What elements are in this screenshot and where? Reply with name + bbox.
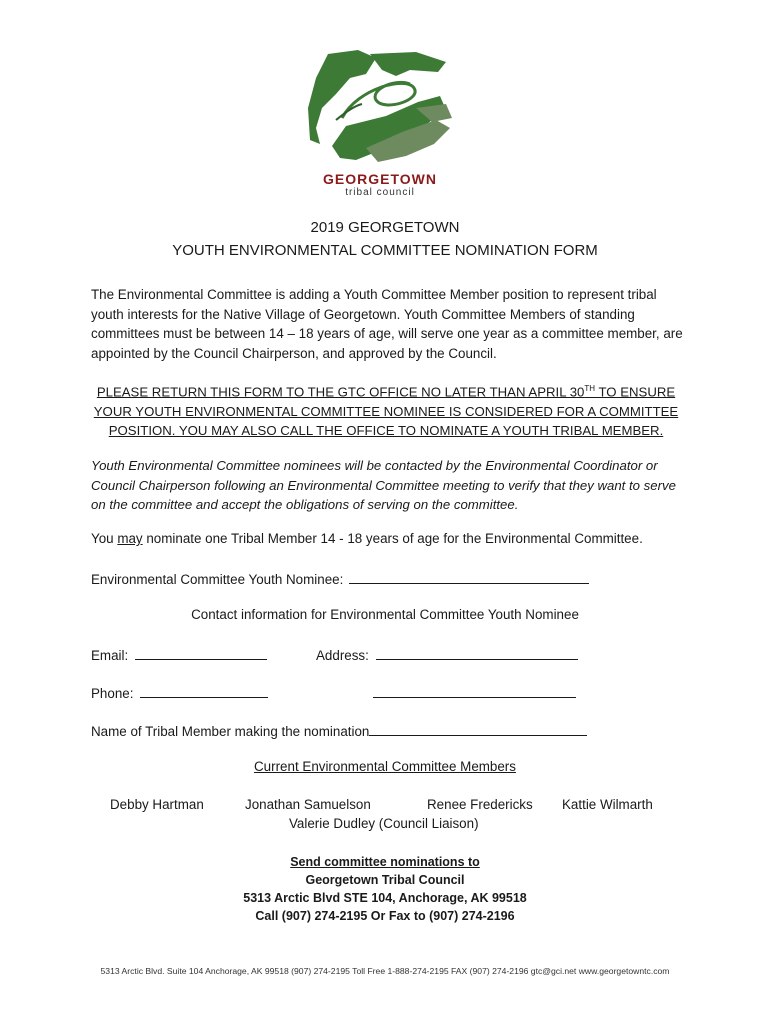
nominator-name-field[interactable] — [369, 721, 587, 736]
form-title-year: 2019 GEORGETOWN — [310, 219, 460, 236]
may-line-before: You — [91, 531, 118, 546]
form-title: YOUTH ENVIRONMENTAL COMMITTEE NOMINATION FORM — [172, 242, 598, 259]
georgetown-logo — [306, 48, 462, 196]
member-name: Debby Hartman — [110, 797, 204, 812]
notice-text-part2: TO ENSURE YOUR YOUTH ENVIRONMENTAL COMMITTEE NOMINEE IS CONSIDERED FOR A COMMITTEE POSITION. YOU MAY ALSO CALL THE OFFICE TO NOMINATE A YOUTH TRIBAL MEMBER. — [93, 384, 679, 439]
member-name: Kattie Wilmarth — [562, 797, 653, 812]
logo-wordmark: GEORGETOWN — [323, 171, 437, 187]
logo-subtitle: tribal council — [345, 187, 415, 198]
address-row-2 — [373, 683, 576, 701]
email-row — [91, 645, 267, 663]
notice-text-part1: PLEASE RETURN THIS FORM TO THE GTC OFFICE NO LATER THAN APRIL 30 — [96, 384, 585, 400]
send-heading: Send committee nominations to — [290, 855, 480, 869]
nominator-label: Name of Tribal Member making the nomination — [91, 724, 370, 739]
members-heading: Current Environmental Committee Members — [254, 759, 516, 774]
send-phone-fax: Call (907) 274-2195 Or Fax to (907) 274-2196 — [255, 909, 515, 923]
nominee-row — [91, 569, 589, 587]
send-address: 5313 Arctic Blvd STE 104, Anchorage, AK 99518 — [243, 891, 527, 905]
page-footer: 5313 Arctic Blvd. Suite 104 Anchorage, AK 99518 (907) 274-2195 Toll Free 1-888-274-2195 FAX (907) 274-2196 gtc@gci.net www.georgetowntc.com — [100, 966, 670, 976]
member-name: Jonathan Samuelson — [245, 797, 371, 812]
notice-superscript: TH — [584, 384, 596, 393]
phone-field[interactable] — [140, 683, 268, 698]
may-line-after: nominate one Tribal Member 14 - 18 years of age for the Environmental Committee. — [142, 531, 643, 546]
address-row — [316, 645, 578, 663]
phone-label: Phone: — [91, 686, 134, 701]
email-label: Email: — [91, 648, 129, 663]
intro-paragraph: The Environmental Committee is adding a Youth Committee Member position to represent tribal youth interests for the Native Village of Georgetown. Youth Committee Members of standing committees must be between 14 – 18 years of age, will serve one year as a committee member, are appointed by the Council Chairperson, and approved by the Council. — [91, 287, 683, 361]
member-name: Renee Fredericks — [427, 797, 533, 812]
nomination-limit-line — [91, 531, 643, 546]
address-field-line1[interactable] — [376, 645, 578, 660]
address-label: Address: — [316, 648, 369, 663]
contact-info-heading: Contact information for Environmental Committee Youth Nominee — [191, 607, 579, 622]
nominator-row — [91, 721, 587, 739]
council-liaison: Valerie Dudley (Council Liaison) — [289, 816, 479, 831]
send-to-block — [0, 853, 770, 925]
contact-note: Youth Environmental Committee nominees will be contacted by the Environmental Coordinator or Council Chairperson following an Environmental Committee meeting to verify that they want to serve on the committee and accept the obligations of serving on the committee. — [91, 458, 676, 512]
may-emphasis: may — [117, 531, 143, 546]
send-organization: Georgetown Tribal Council — [305, 873, 465, 887]
nominee-name-field[interactable] — [349, 569, 589, 584]
phone-row — [91, 683, 268, 701]
email-field[interactable] — [135, 645, 267, 660]
address-field-line2[interactable] — [373, 683, 576, 698]
nominee-label: Environmental Committee Youth Nominee: — [91, 572, 344, 587]
logo-emblem-icon — [306, 48, 454, 170]
return-deadline-notice — [84, 379, 688, 441]
